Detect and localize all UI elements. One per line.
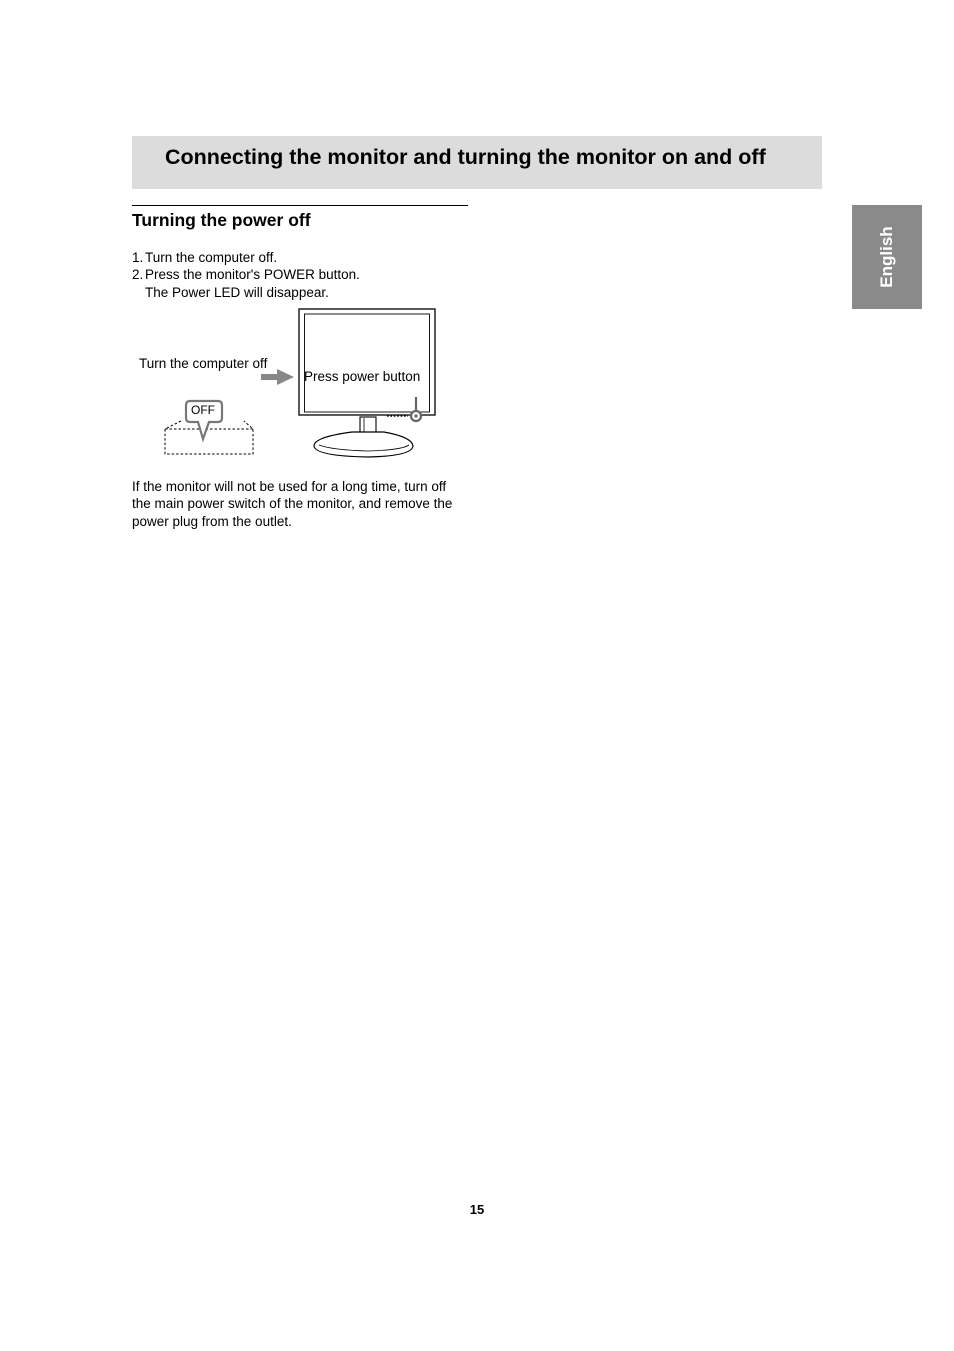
step-item bbox=[132, 266, 472, 283]
step-text: Press the monitor's POWER button. bbox=[145, 267, 360, 283]
monitor-screen bbox=[305, 314, 430, 412]
page-number: 15 bbox=[469, 1202, 485, 1217]
title-band bbox=[132, 136, 822, 189]
step-item bbox=[132, 249, 472, 266]
illustration-drawing bbox=[132, 305, 472, 465]
label-press-power-button: Press power button bbox=[304, 369, 421, 384]
language-tab-label: English bbox=[877, 226, 896, 288]
step-text: Turn the computer off. bbox=[145, 250, 278, 265]
label-turn-computer-off: Turn the computer off bbox=[139, 356, 268, 371]
section-divider bbox=[132, 205, 468, 206]
monitor-base bbox=[314, 432, 413, 457]
step-detail bbox=[132, 284, 472, 301]
language-tab bbox=[852, 205, 922, 309]
step-number: 2. bbox=[132, 267, 144, 283]
section-heading: Turning the power off bbox=[132, 210, 311, 230]
label-off: OFF bbox=[191, 403, 215, 417]
power-off-illustration bbox=[132, 305, 472, 465]
step-number: 1. bbox=[132, 250, 144, 265]
arrow-right-icon bbox=[277, 369, 294, 385]
page-title: Connecting the monitor and turning the monitor on and off bbox=[165, 145, 766, 169]
step-list bbox=[132, 249, 472, 301]
step-detail-text: The Power LED will disappear. bbox=[145, 284, 329, 300]
computer-outline bbox=[165, 421, 253, 454]
monitor-bezel bbox=[299, 309, 435, 415]
power-button-center bbox=[414, 414, 417, 417]
arrow-shaft bbox=[261, 374, 279, 380]
long-term-note: If the monitor will not be used for a long time, turn off the main power switch of the monitor, and remove the power plug from the outlet. bbox=[132, 479, 453, 529]
